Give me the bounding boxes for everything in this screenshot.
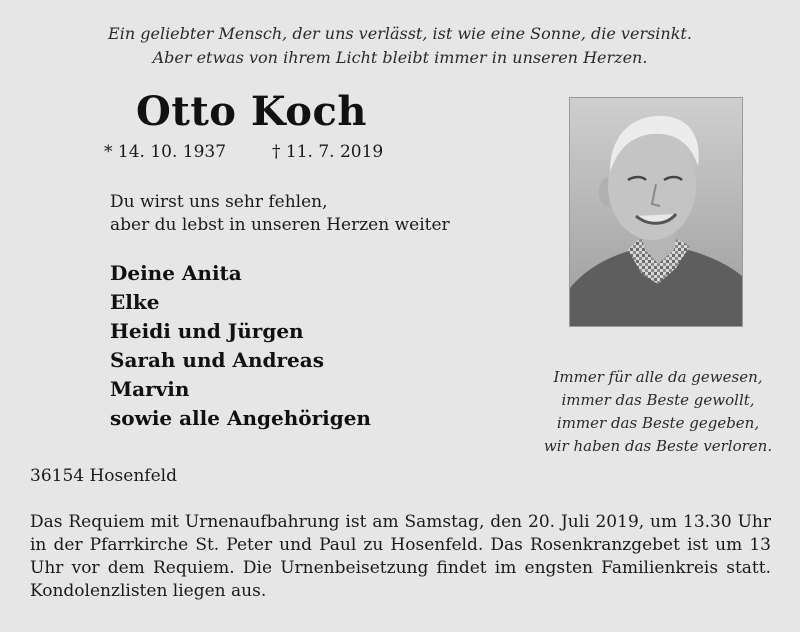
mourner-name: Marvin: [110, 377, 190, 401]
mourner-name: sowie alle Angehörigen: [110, 406, 371, 430]
birth-date: * 14. 10. 1937: [104, 142, 227, 162]
portrait-photo: [569, 97, 743, 327]
poem-line: wir haben das Beste verloren.: [543, 437, 773, 455]
message-line-1: Du wirst uns sehr fehlen,: [110, 192, 328, 212]
message-line-2: aber du lebst in unseren Herzen weiter: [110, 215, 450, 235]
funeral-notice-text: Das Requiem mit Urnenaufbahrung ist am Samstag, den 20. Juli 2019, um 13.30 Uhr in der Pfarrkirche St. Peter und Paul zu Hosenfeld. Das Rosenkranzgebet ist um 13 Uhr vor dem Requiem. Die Urnenbeisetzung findet im engsten Familienkreis statt. Kondolenzlisten liegen aus.: [30, 512, 771, 601]
mourners-list: [110, 259, 371, 433]
deceased-name: Otto Koch: [136, 88, 367, 135]
poem-line: Immer für alle da gewesen,: [553, 368, 763, 386]
place-of-residence: 36154 Hosenfeld: [30, 466, 177, 486]
poem-line: immer das Beste gewollt,: [561, 391, 755, 409]
mourner-name: Heidi und Jürgen: [110, 319, 304, 343]
mourner-name: Deine Anita: [110, 261, 242, 285]
poem-line: immer das Beste gegeben,: [556, 414, 760, 432]
death-date: † 11. 7. 2019: [272, 142, 384, 162]
mourner-name: Sarah und Andreas: [110, 348, 324, 372]
intro-line-1: Ein geliebter Mensch, der uns verlässt, ist wie eine Sonne, die versinkt.: [108, 24, 692, 43]
intro-line-2: Aber etwas von ihrem Licht bleibt immer in unseren Herzen.: [152, 48, 648, 67]
portrait-illustration: [570, 98, 742, 326]
memorial-poem: [540, 366, 776, 458]
mourner-name: Elke: [110, 290, 160, 314]
